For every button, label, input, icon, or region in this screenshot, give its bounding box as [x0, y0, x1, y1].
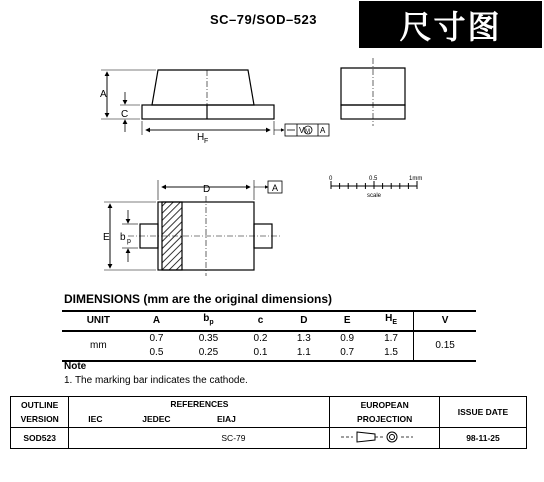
table-cell: 1.5	[369, 346, 414, 361]
table-cell: 1.1	[282, 346, 325, 361]
projection-symbol-icon	[335, 429, 435, 445]
note-heading: Note	[64, 361, 87, 372]
dim-label-a: A	[100, 89, 107, 100]
dim-label-hf-sub: F	[204, 138, 209, 145]
col-e: E	[325, 311, 368, 331]
unit-cell: mm	[62, 331, 135, 361]
tolerance-v: V	[299, 126, 305, 135]
dim-label-bp-sub: p	[127, 238, 131, 245]
side-view-body	[152, 70, 254, 105]
scale-tick-half: 0.5	[369, 176, 378, 182]
version-cell: SOD523	[11, 428, 69, 449]
issue-date-header: ISSUE DATE	[439, 397, 526, 428]
col-bp: $b_p$	[178, 311, 239, 331]
projection-symbol-cell	[330, 428, 440, 449]
page-title: SC–79/SOD–523	[210, 12, 317, 27]
outline-table	[10, 396, 527, 449]
col-d: D	[282, 311, 325, 331]
table-cell: 0.7	[149, 333, 164, 344]
references-cell: SC-79	[69, 428, 330, 449]
scale-bar	[331, 181, 417, 189]
col-unit: UNIT	[62, 311, 135, 331]
issue-date-cell: 98-11-25	[439, 428, 526, 449]
side-view-leads	[142, 105, 274, 119]
tolerance-m: M	[305, 129, 310, 135]
dim-label-d: D	[203, 184, 211, 195]
dim-label-hf: H	[197, 132, 205, 143]
european-projection-header: EUROPEAN PROJECTION	[330, 397, 440, 428]
scale-tick-0: 0	[329, 176, 333, 182]
table-cell: 1.7	[384, 333, 398, 344]
end-view	[341, 58, 405, 126]
table-cell: 0.1	[239, 346, 282, 361]
col-c: c	[239, 311, 282, 331]
outline-version-header: OUTLINE VERSION	[11, 397, 69, 428]
dim-label-e: E	[103, 232, 110, 243]
scale-caption: scale	[367, 193, 382, 199]
table-cell: 1.3	[296, 333, 311, 344]
dimensions-heading: DIMENSIONS (mm are the original dimensions)	[64, 292, 333, 306]
table-cell: 0.2	[253, 333, 268, 344]
table-cell: 0.35	[198, 333, 219, 344]
tolerance-ref: A	[320, 126, 326, 135]
table-cell: 0.5	[135, 346, 178, 361]
dim-label-c: C	[121, 109, 129, 120]
col-a: A	[135, 311, 178, 331]
side-view	[101, 70, 329, 136]
top-view	[104, 180, 282, 276]
col-v: V	[414, 311, 476, 331]
col-he: $H_E$	[369, 311, 414, 331]
table-cell: 0.9	[340, 333, 355, 344]
dimension-drawing-badge: 尺寸图	[359, 1, 542, 48]
scale-tick-1mm: 1mm	[409, 176, 423, 182]
note-text: 1. The marking bar indicates the cathode.	[64, 375, 248, 386]
references-header: REFERENCES IEC JEDEC EIAJ	[69, 397, 330, 428]
table-cell: 0.7	[325, 346, 368, 361]
dim-label-bp: b	[120, 232, 126, 243]
dimensions-table	[62, 310, 476, 362]
table-cell: 0.25	[178, 346, 239, 361]
datum-a: A	[272, 183, 279, 193]
v-cell: 0.15	[414, 331, 476, 361]
